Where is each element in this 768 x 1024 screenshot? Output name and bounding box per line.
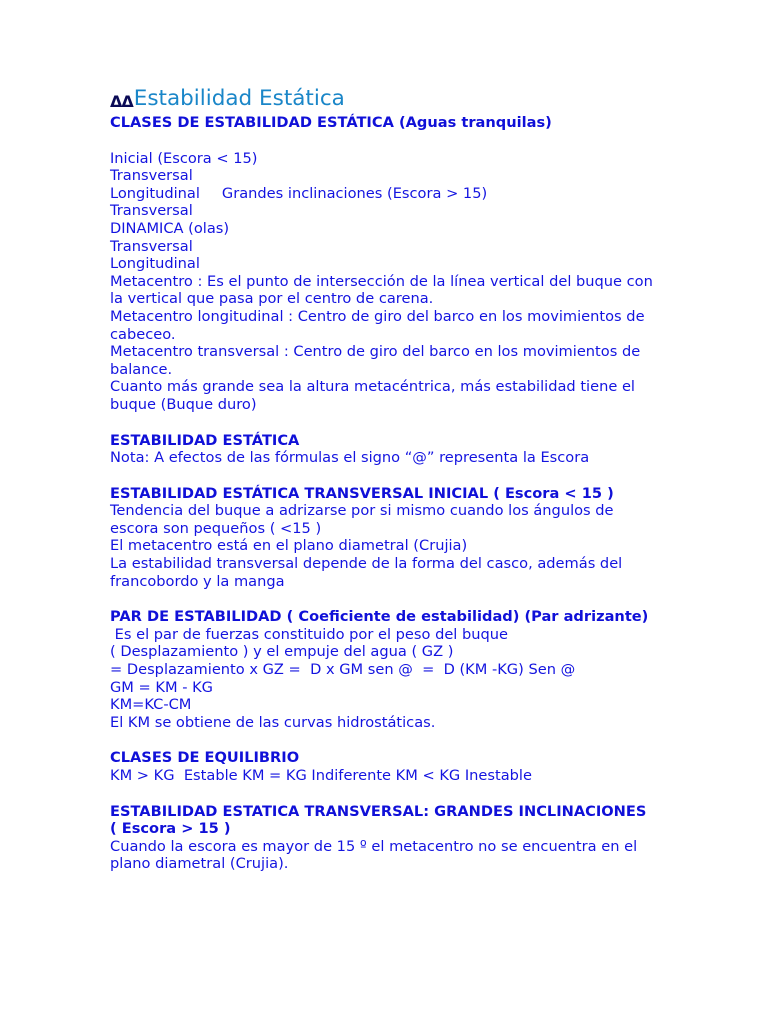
- heading-clases: CLASES DE ESTABILIDAD ESTÁTICA (Aguas tranquilas): [110, 114, 552, 131]
- paragraph-grandes-inclinaciones: Cuando la escora es mayor de 15 º el metacentro no se encuentra en el plano diametral (Crujia).: [110, 837, 638, 873]
- clase-inicial: Inicial (Escora < 15): [110, 149, 258, 167]
- heading-grandes-inclinaciones: ESTABILIDAD ESTATICA TRANSVERSAL: GRANDES INCLINACIONES ( Escora > 15 ): [110, 802, 647, 838]
- paragraph-altura-metacentrica: Cuanto más grande sea la altura metacéntrica, más estabilidad tiene el buque (Buque duro): [110, 378, 635, 413]
- formula-desplazamiento: = Desplazamiento x GZ = D x GM sen @ = D (KM -KG) Sen @: [110, 661, 576, 679]
- paragraph-equilibrio: KM > KG Estable KM = KG Indiferente KM < KG Inestable: [110, 767, 532, 784]
- clase-dinamica: DINAMICA (olas): [110, 219, 230, 237]
- clase-transversal-1: Transversal: [110, 167, 193, 185]
- paragraph-metacentro-plano: El metacentro está en el plano diametral (Crujia): [110, 537, 468, 555]
- paragraph-estabilidad-depende: La estabilidad transversal depende de la forma del casco, además del francobordo y la manga: [110, 555, 623, 590]
- formula-km: KM=KC-CM: [110, 696, 192, 714]
- paragraph-tendencia: Tendencia del buque a adrizarse por si mismo cuando los ángulos de escora son pequeños ( <15 ): [110, 502, 614, 537]
- clase-longitudinal-1: Longitudinal: [110, 184, 200, 202]
- paragraph-curvas-hidrostaticas: El KM se obtiene de las curvas hidrostáticas.: [110, 713, 436, 731]
- paragraph-nota: Nota: A efectos de las fórmulas el signo “@” representa la Escora: [110, 449, 590, 467]
- heading-transversal-inicial: ESTABILIDAD ESTÁTICA TRANSVERSAL INICIAL ( Escora < 15 ): [110, 484, 614, 502]
- paragraph-metacentro: Metacentro : Es el punto de intersección de la línea vertical del buque con la vertical que pasa por el centro de carena.: [110, 272, 653, 308]
- heading-clases-equilibrio: CLASES DE EQUILIBRIO: [110, 749, 300, 767]
- clase-grandes-inclinaciones: Grandes inclinaciones (Escora > 15): [221, 184, 488, 202]
- clase-longitudinal-2: Longitudinal: [110, 255, 200, 273]
- paragraph-par-1: Es el par de fuerzas constituido por el peso del buque: [110, 625, 509, 643]
- heading-estabilidad-estatica: ESTABILIDAD ESTÁTICA: [110, 431, 300, 449]
- paragraph-metacentro-transversal: Metacentro transversal : Centro de giro del barco en los movimientos de balance.: [110, 343, 641, 378]
- paragraph-metacentro-longitudinal: Metacentro longitudinal : Centro de giro del barco en los movimientos de cabeceo.: [110, 307, 645, 343]
- page-title: Estabilidad Estática: [133, 86, 345, 111]
- clase-transversal-2: Transversal: [110, 202, 193, 220]
- delta-icons: ΔΔ: [110, 92, 133, 111]
- clase-longitudinal-row: [110, 185, 658, 203]
- clase-transversal-3: Transversal: [110, 237, 193, 255]
- paragraph-par-2: ( Desplazamiento ) y el empuje del agua ( GZ ): [110, 643, 454, 661]
- formula-gm: GM = KM - KG: [110, 678, 213, 696]
- title-row: [110, 84, 658, 112]
- heading-par-estabilidad: PAR DE ESTABILIDAD ( Coeficiente de estabilidad) (Par adrizante): [110, 608, 649, 626]
- document-page: [110, 84, 658, 873]
